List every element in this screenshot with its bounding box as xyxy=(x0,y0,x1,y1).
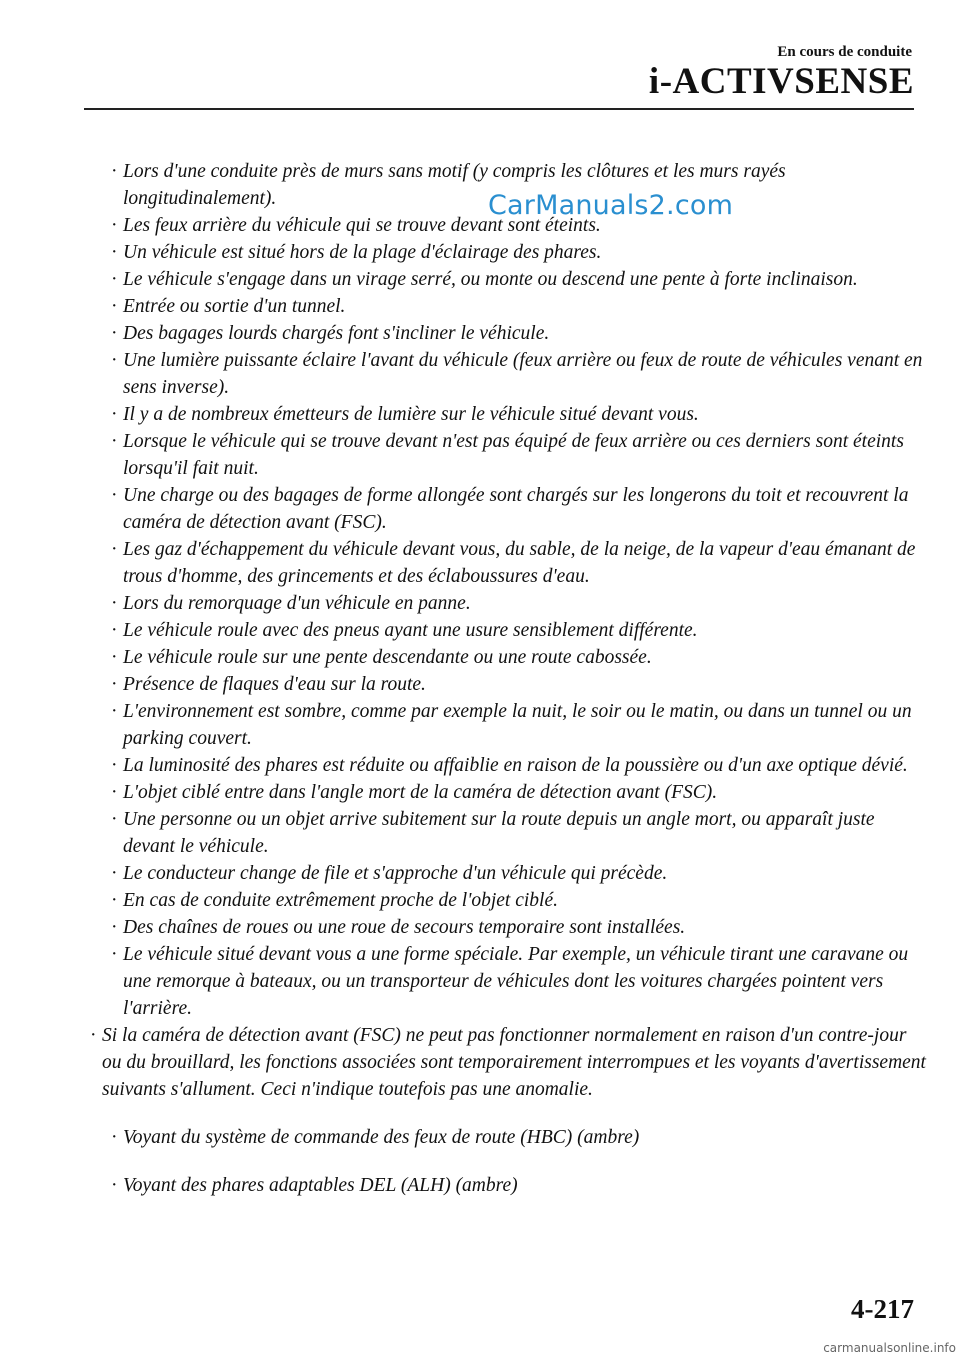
indicator-item-alh: · Voyant des phares adaptables DEL (ALH) (ambre) xyxy=(86,1172,926,1199)
list-item: · Le véhicule roule avec des pneus ayant une usure sensiblement différente. xyxy=(86,617,926,644)
list-item: · Lorsque le véhicule qui se trouve devant n'est pas équipé de feux arrière ou ces derniers sont éteints lorsqu'il fait nuit. xyxy=(86,428,926,482)
list-item: · Les gaz d'échappement du véhicule devant vous, du sable, de la neige, de la vapeur d'eau émanant de trous d'homme, des grincements et des éclaboussures d'eau. xyxy=(86,536,926,590)
content-body xyxy=(86,158,926,1199)
list-item: · L'objet ciblé entre dans l'angle mort de la caméra de détection avant (FSC). xyxy=(86,779,926,806)
list-item: · Entrée ou sortie d'un tunnel. xyxy=(86,293,926,320)
list-item: · Des bagages lourds chargés font s'incliner le véhicule. xyxy=(86,320,926,347)
list-item: · Un véhicule est situé hors de la plage d'éclairage des phares. xyxy=(86,239,926,266)
list-item: · Une lumière puissante éclaire l'avant du véhicule (feux arrière ou feux de route de véhicules venant en sens inverse). xyxy=(86,347,926,401)
list-item: · Une charge ou des bagages de forme allongée sont chargés sur les longerons du toit et recouvrent la caméra de détection avant (FSC). xyxy=(86,482,926,536)
list-item: · Des chaînes de roues ou une roue de secours temporaire sont installées. xyxy=(86,914,926,941)
list-item: · Le véhicule s'engage dans un virage serré, ou monte ou descend une pente à forte inclinaison. xyxy=(86,266,926,293)
chapter-title: i-ACTIVSENSE xyxy=(648,61,914,102)
list-item: · Il y a de nombreux émetteurs de lumière sur le véhicule situé devant vous. xyxy=(86,401,926,428)
list-item: · En cas de conduite extrêmement proche de l'objet ciblé. xyxy=(86,887,926,914)
list-item: · Lors du remorquage d'un véhicule en panne. xyxy=(86,590,926,617)
list-item: · Le conducteur change de file et s'approche d'un véhicule qui précède. xyxy=(86,860,926,887)
page-number: 4-217 xyxy=(851,1294,914,1324)
indicator-item-hbc: · Voyant du système de commande des feux de route (HBC) (ambre) xyxy=(86,1124,926,1151)
section-label: En cours de conduite xyxy=(777,44,912,60)
header-divider xyxy=(84,108,914,110)
list-item: · Présence de flaques d'eau sur la route. xyxy=(86,671,926,698)
list-item: · L'environnement est sombre, comme par exemple la nuit, le soir ou le matin, ou dans un tunnel ou un parking couvert. xyxy=(86,698,926,752)
list-item: · Une personne ou un objet arrive subitement sur la route depuis un angle mort, ou apparaît juste devant le véhicule. xyxy=(86,806,926,860)
site-watermark: carmanualsonline.info xyxy=(823,1341,956,1355)
list-item: · Le véhicule situé devant vous a une forme spéciale. Par exemple, un véhicule tirant une caravane ou une remorque à bateaux, ou un transporteur de véhicules dont les voitures chargées pointent vers l'arrière. xyxy=(86,941,926,1022)
list-item: · Le véhicule roule sur une pente descendante ou une route cabossée. xyxy=(86,644,926,671)
list-item: · Les feux arrière du véhicule qui se trouve devant sont éteints. xyxy=(86,212,926,239)
list-item: · Lors d'une conduite près de murs sans motif (y compris les clôtures et les murs rayés longitudinalement). xyxy=(86,158,926,212)
list-item: · La luminosité des phares est réduite ou affaiblie en raison de la poussière ou d'un axe optique dévié. xyxy=(86,752,926,779)
watermark-text: CarManuals2.com xyxy=(488,190,734,221)
main-note: · Si la caméra de détection avant (FSC) ne peut pas fonctionner normalement en raison d'un contre-jour ou du brouillard, les fonctions associées sont temporairement interrompues et les voyants d'avertissement suivants s'allument. Ceci n'indique toutefois pas une anomalie. xyxy=(86,1022,926,1103)
